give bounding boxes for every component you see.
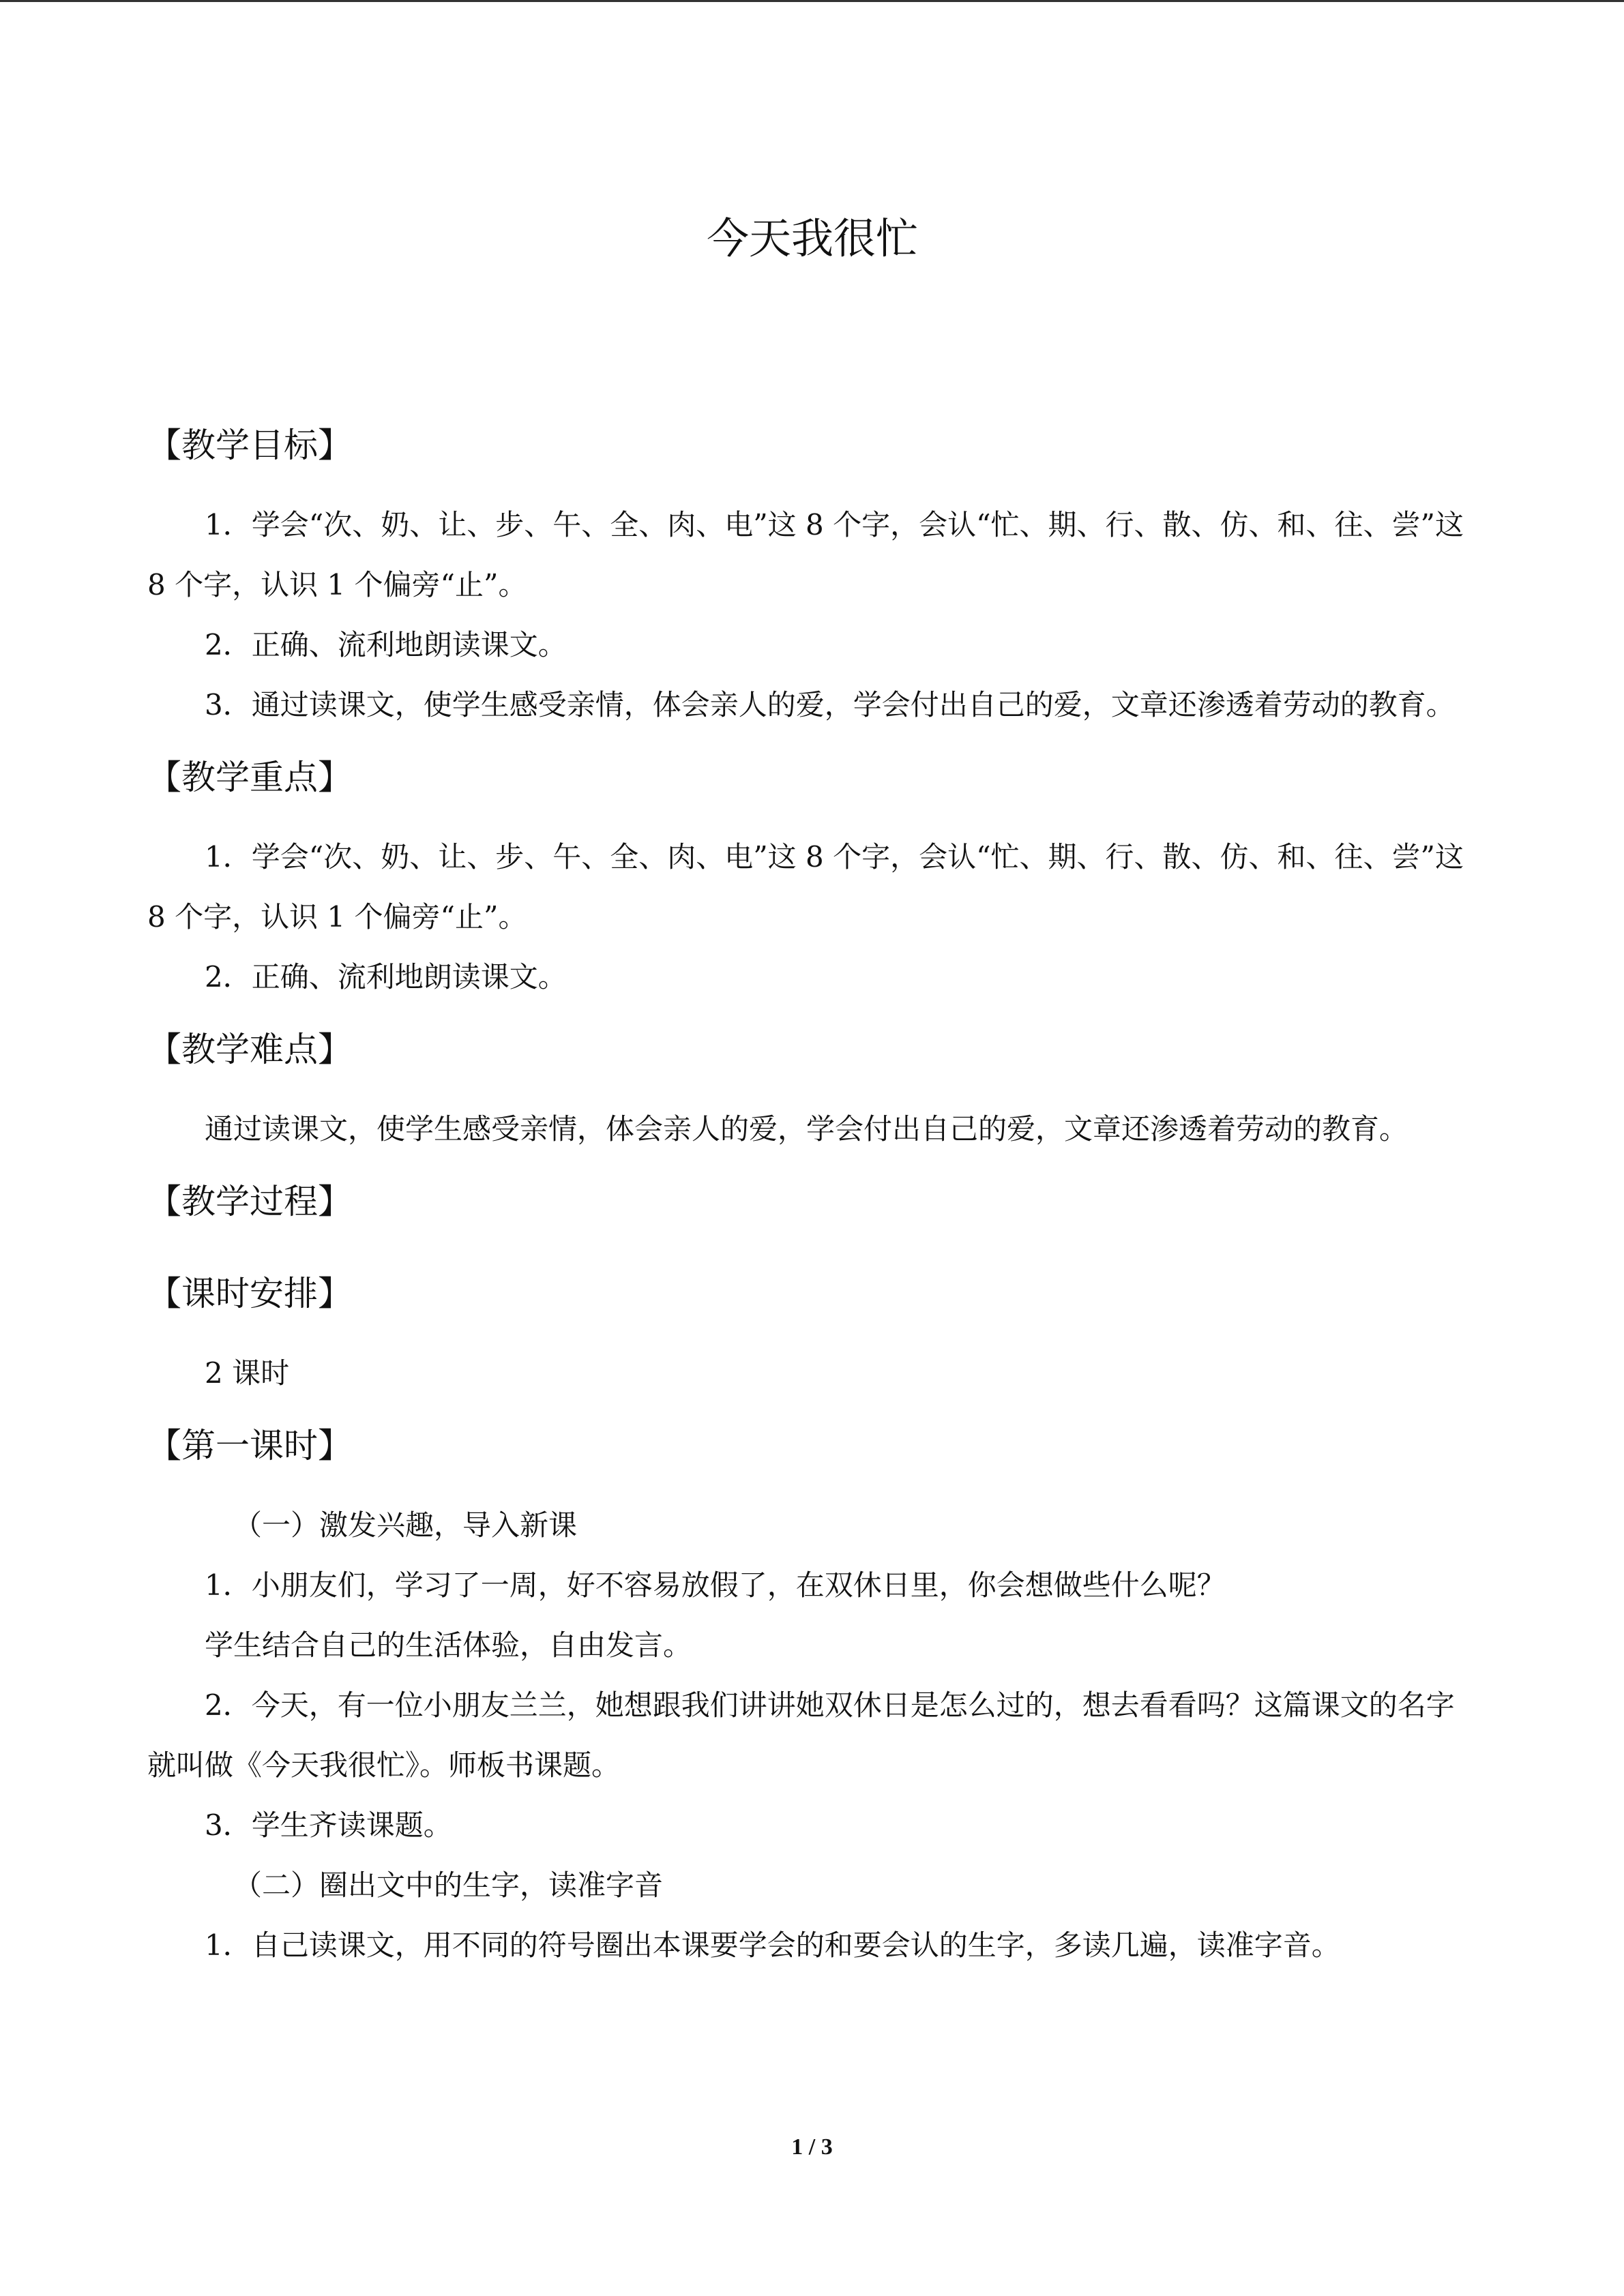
document-title: 今天我很忙 [706,213,918,263]
goal-item: 3．通过读课文，使学生感受亲情，体会亲人的爱，学会付出自己的爱，文章还渗透着劳动的教育。 [205,688,1455,721]
step-item: 3．学生齐读课题。 [205,1808,452,1842]
step-item: 1．小朋友们，学习了一周，好不容易放假了，在双休日里，你会想做些什么呢？ [205,1568,1226,1602]
difficulty-text: 通过读课文，使学生感受亲情，体会亲人的爱，学会付出自己的爱，文章还渗透着劳动的教育。 [205,1112,1408,1146]
heading-schedule: 【课时安排】 [147,1274,352,1313]
step-item: 1．自己读课文，用不同的符号圈出本课要学会的和要会认的生字，多读几遍，读准字音。 [205,1928,1340,1962]
heading-lesson-1: 【第一课时】 [147,1426,352,1465]
goal-item: 1．学会“次、奶、让、步、午、全、肉、电”这 8 个字，会认“忙、期、行、散、仿、和、往、尝”这 8 个字，认识 1 个偏旁“止”。 [147,508,1464,601]
step-item: 2．今天，有一位小朋友兰兰，她想跟我们讲讲她双休日是怎么过的，想去看看吗？这篇课文的名字就叫做《今天我很忙》。师板书课题。 [147,1688,1455,1782]
step-title: （二）圈出文中的生字，读准字音 [233,1868,664,1902]
document-content [147,205,1477,1976]
key-item: 1．学会“次、奶、让、步、午、全、肉、电”这 8 个字，会认“忙、期、行、散、仿、和、往、尝”这 8 个字，认识 1 个偏旁“止”。 [147,840,1464,934]
top-border [0,0,1624,2]
key-item: 2．正确、流利地朗读课文。 [205,960,567,994]
step-title: （一）激发兴趣，导入新课 [233,1508,578,1542]
goal-item: 2．正确、流利地朗读课文。 [205,628,567,661]
step-item: 学生结合自己的生活体验，自由发言。 [205,1628,692,1662]
schedule-text: 2 课时 [205,1356,290,1390]
heading-process: 【教学过程】 [147,1182,352,1221]
heading-goals: 【教学目标】 [147,426,352,465]
heading-key-points: 【教学重点】 [147,758,352,797]
page-number: 1 / 3 [791,2134,833,2160]
heading-difficulty: 【教学难点】 [147,1030,352,1069]
